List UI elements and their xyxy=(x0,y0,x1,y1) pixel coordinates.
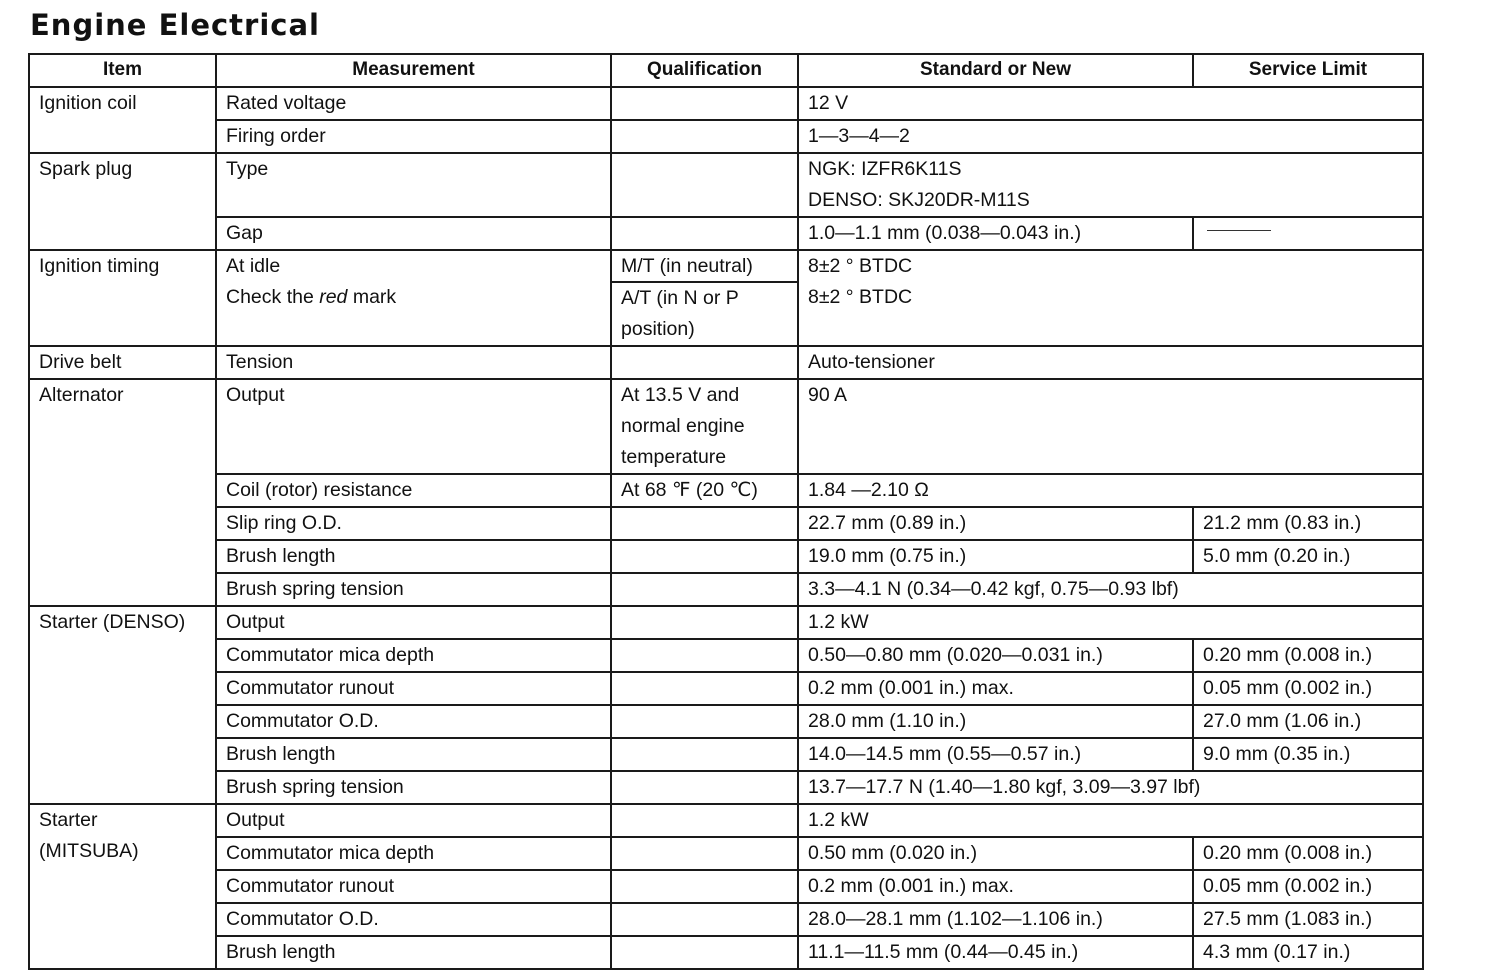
standard-cell xyxy=(798,250,1423,346)
standard-cell: 3.3—4.1 N (0.34—0.42 kgf, 0.75—0.93 lbf) xyxy=(798,573,1423,606)
table-row xyxy=(29,379,1423,474)
measurement-cell: Commutator O.D. xyxy=(216,903,611,936)
qualification-cell xyxy=(611,936,798,969)
qualification-cell xyxy=(611,705,798,738)
item-cell: Starter (DENSO) xyxy=(29,606,216,804)
qualification-text: position) xyxy=(621,318,695,340)
standard-cell: 1.2 kW xyxy=(798,606,1423,639)
qualification-line: temperature xyxy=(621,446,727,468)
standard-line: DENSO: SKJ20DR-M11S xyxy=(808,189,1030,211)
standard-cell: 1.2 kW xyxy=(798,804,1423,837)
measurement-cell: Brush length xyxy=(216,738,611,771)
qualification-line: M/T (in neutral) xyxy=(612,251,797,283)
measurement-cell: Tension xyxy=(216,346,611,379)
measurement-cell: Output xyxy=(216,606,611,639)
table-row xyxy=(29,346,1423,379)
mark-text: mark xyxy=(347,286,397,308)
item-cell: Ignition coil xyxy=(29,87,216,153)
qualification-cell xyxy=(611,87,798,120)
qualification-cell xyxy=(611,606,798,639)
measurement-cell: Commutator mica depth xyxy=(216,639,611,672)
standard-cell: 90 A xyxy=(798,379,1423,474)
standard-line: NGK: IZFR6K11S xyxy=(808,158,962,180)
table-row xyxy=(29,153,1423,217)
item-line: Starter xyxy=(39,809,98,831)
table-row xyxy=(29,771,1423,804)
qualification-cell: At 68 ℉ (20 ℃) xyxy=(611,474,798,507)
standard-cell: 0.2 mm (0.001 in.) max. xyxy=(798,672,1193,705)
table-row xyxy=(29,474,1423,507)
qualification-text: A/T (in N or P xyxy=(621,287,739,309)
table-row xyxy=(29,507,1423,540)
measurement-cell: Rated voltage xyxy=(216,87,611,120)
table-row xyxy=(29,573,1423,606)
standard-cell xyxy=(798,153,1423,217)
item-cell: Spark plug xyxy=(29,153,216,250)
standard-cell: 19.0 mm (0.75 in.) xyxy=(798,540,1193,573)
qualification-cell xyxy=(611,870,798,903)
measurement-cell: Output xyxy=(216,804,611,837)
item-line: (MITSUBA) xyxy=(39,840,139,862)
qualification-line: normal engine xyxy=(621,415,745,437)
service-limit-cell: 0.05 mm (0.002 in.) xyxy=(1193,870,1423,903)
measurement-line xyxy=(226,282,601,313)
qualification-cell xyxy=(611,217,798,250)
service-limit-cell: 0.20 mm (0.008 in.) xyxy=(1193,639,1423,672)
service-limit-cell: 27.5 mm (1.083 in.) xyxy=(1193,903,1423,936)
qualification-cell xyxy=(611,120,798,153)
qualification-cell xyxy=(611,507,798,540)
service-limit-cell xyxy=(1193,217,1423,250)
standard-line: 8±2 ° BTDC xyxy=(808,286,913,308)
qualification-cell xyxy=(611,346,798,379)
standard-cell: 0.50—0.80 mm (0.020—0.031 in.) xyxy=(798,639,1193,672)
standard-cell: 0.50 mm (0.020 in.) xyxy=(798,837,1193,870)
measurement-cell: Coil (rotor) resistance xyxy=(216,474,611,507)
measurement-cell: Gap xyxy=(216,217,611,250)
standard-cell: 1.84 —2.10 Ω xyxy=(798,474,1423,507)
measurement-cell: Commutator runout xyxy=(216,672,611,705)
table-row xyxy=(29,870,1423,903)
standard-line: 8±2 ° BTDC xyxy=(808,255,913,277)
table-row xyxy=(29,606,1423,639)
measurement-cell: Brush length xyxy=(216,540,611,573)
standard-cell: 1—3—4—2 xyxy=(798,120,1423,153)
header-row xyxy=(29,54,1423,87)
standard-cell: 0.2 mm (0.001 in.) max. xyxy=(798,870,1193,903)
qualification-cell xyxy=(611,153,798,217)
table-row xyxy=(29,672,1423,705)
header-standard: Standard or New xyxy=(798,54,1193,87)
measurement-cell: Brush spring tension xyxy=(216,573,611,606)
table-row xyxy=(29,837,1423,870)
item-cell: Alternator xyxy=(29,379,216,606)
qualification-cell xyxy=(611,903,798,936)
table-row xyxy=(29,903,1423,936)
standard-cell: 13.7—17.7 N (1.40—1.80 kgf, 3.09—3.97 lbf) xyxy=(798,771,1423,804)
measurement-cell: Output xyxy=(216,379,611,474)
standard-cell: 28.0—28.1 mm (1.102—1.106 in.) xyxy=(798,903,1193,936)
qualification-cell xyxy=(611,804,798,837)
table-row xyxy=(29,120,1423,153)
measurement-line: At idle xyxy=(226,255,281,277)
qualification-cell xyxy=(611,837,798,870)
measurement-cell: Brush spring tension xyxy=(216,771,611,804)
qualification-line xyxy=(612,283,797,345)
qualification-cell xyxy=(611,639,798,672)
measurement-cell: Commutator runout xyxy=(216,870,611,903)
service-limit-cell: 21.2 mm (0.83 in.) xyxy=(1193,507,1423,540)
qualification-cell xyxy=(611,672,798,705)
table-row xyxy=(29,705,1423,738)
standard-cell: 28.0 mm (1.10 in.) xyxy=(798,705,1193,738)
qualification-cell xyxy=(611,540,798,573)
item-cell: Ignition timing xyxy=(29,250,216,346)
table-row xyxy=(29,250,1423,346)
qualification-line: At 13.5 V and xyxy=(621,384,740,406)
header-qualification: Qualification xyxy=(611,54,798,87)
table-row xyxy=(29,87,1423,120)
table-row xyxy=(29,804,1423,837)
service-limit-cell: 4.3 mm (0.17 in.) xyxy=(1193,936,1423,969)
qualification-cell xyxy=(611,379,798,474)
table-row xyxy=(29,738,1423,771)
table-row xyxy=(29,540,1423,573)
check-text: Check the xyxy=(226,286,320,308)
measurement-cell: Commutator mica depth xyxy=(216,837,611,870)
header-item: Item xyxy=(29,54,216,87)
qualification-cell xyxy=(611,771,798,804)
qualification-cell xyxy=(611,573,798,606)
measurement-cell: Type xyxy=(216,153,611,217)
service-limit-cell: 27.0 mm (1.06 in.) xyxy=(1193,705,1423,738)
table-row xyxy=(29,936,1423,969)
standard-cell: 12 V xyxy=(798,87,1423,120)
spec-table xyxy=(28,53,1424,970)
header-measurement: Measurement xyxy=(216,54,611,87)
standard-cell: Auto-tensioner xyxy=(798,346,1423,379)
table-row xyxy=(29,217,1423,250)
not-applicable-dash xyxy=(1207,230,1271,231)
qualification-cell xyxy=(611,250,798,346)
page-title: Engine Electrical xyxy=(30,8,320,42)
item-cell xyxy=(29,804,216,969)
red-mark-text: red xyxy=(319,286,348,308)
service-limit-cell: 9.0 mm (0.35 in.) xyxy=(1193,738,1423,771)
standard-cell: 11.1—11.5 mm (0.44—0.45 in.) xyxy=(798,936,1193,969)
qualification-cell xyxy=(611,738,798,771)
measurement-cell: Slip ring O.D. xyxy=(216,507,611,540)
standard-cell: 14.0—14.5 mm (0.55—0.57 in.) xyxy=(798,738,1193,771)
service-limit-cell: 5.0 mm (0.20 in.) xyxy=(1193,540,1423,573)
standard-cell: 22.7 mm (0.89 in.) xyxy=(798,507,1193,540)
measurement-cell: Commutator O.D. xyxy=(216,705,611,738)
header-service-limit: Service Limit xyxy=(1193,54,1423,87)
measurement-cell: Firing order xyxy=(216,120,611,153)
service-limit-cell: 0.05 mm (0.002 in.) xyxy=(1193,672,1423,705)
service-limit-cell: 0.20 mm (0.008 in.) xyxy=(1193,837,1423,870)
measurement-cell xyxy=(216,250,611,346)
table-row xyxy=(29,639,1423,672)
measurement-cell: Brush length xyxy=(216,936,611,969)
item-cell: Drive belt xyxy=(29,346,216,379)
standard-cell: 1.0—1.1 mm (0.038—0.043 in.) xyxy=(798,217,1193,250)
